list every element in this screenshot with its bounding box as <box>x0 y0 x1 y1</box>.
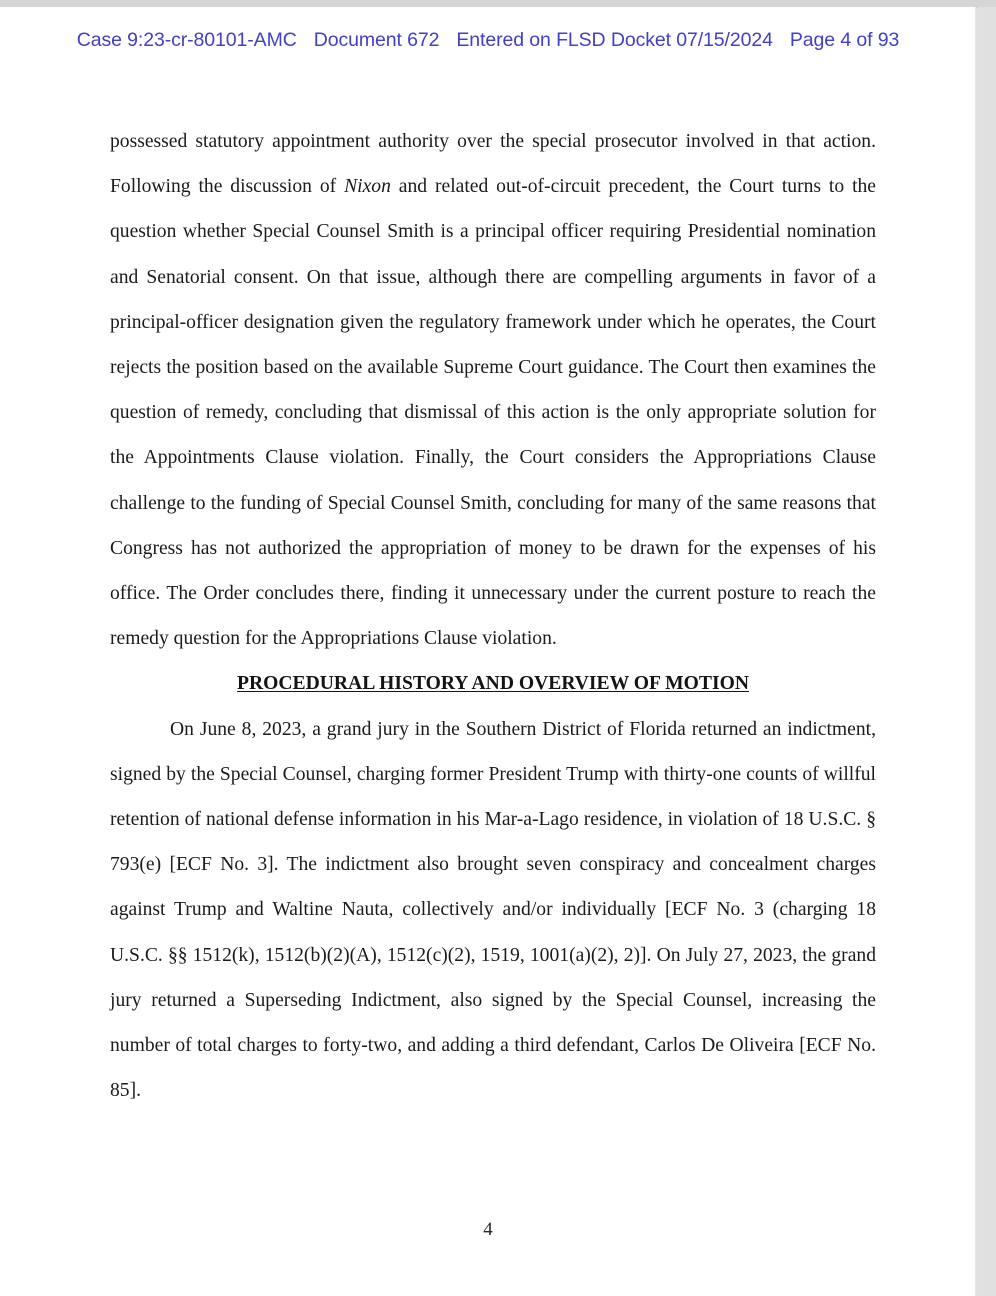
paragraph-text-before-italic: possessed statutory appointment authority over the special prosecutor involved in that action. Following the discussion of <box>110 131 876 198</box>
viewer-right-gutter <box>977 7 996 1296</box>
procedural-history-paragraph: On June 8, 2023, a grand jury in the Southern District of Florida returned an indictment, signed by the Special Counsel, charging former President Trump with thirty-one counts of willful retention of national defense information in his Mar-a-Lago residence, in violation of 18 U.S.C. § 793(e) [ECF No. 3]. The indictment also brought seven conspiracy and concealment charges against Trump and Waltine Nauta, collectively and/or individually [ECF No. 3 (charging 18 U.S.C. §§ 1512(k), 1512(b)(2)(A), 1512(c)(2), 1519, 1001(a)(2), 2)]. On July 27, 2023, the grand jury returned a Superseding Indictment, also signed by the Special Counsel, increasing the number of total charges to forty-two, and adding a third defendant, Carlos De Oliveira [ECF No. 85]. <box>110 718 876 1102</box>
section-heading-procedural-history: PROCEDURAL HISTORY AND OVERVIEW OF MOTION <box>237 673 749 695</box>
ecf-case-number: Case 9:23-cr-80101-AMC <box>76 29 297 51</box>
ecf-stamp-header <box>0 29 976 52</box>
continuation-paragraph <box>110 119 876 661</box>
page-number-footer: 4 <box>483 1219 493 1240</box>
document-page <box>0 7 976 1296</box>
case-citation-nixon: Nixon <box>344 176 391 198</box>
paragraph-text-after-italic: and related out-of-circuit precedent, the Court turns to the question whether Special Counsel Smith is a principal officer requiring Presidential nomination and Senatorial consent. On that issue, although there are compelling arguments in favor of a principal-officer designation given the regulatory framework under which he operates, the Court rejects the position based on the available Supreme Court guidance. The Court then examines the question of remedy, concluding that dismissal of this action is the only appropriate solution for the Appointments Clause violation. Finally, the Court considers the Appropriations Clause challenge to the funding of Special Counsel Smith, concluding for many of the same reasons that Congress has not authorized the appropriation of money to be drawn for the expenses of his office. The Order concludes there, finding it unnecessary under the current posture to reach the remedy question for the Appropriations Clause violation. <box>110 176 876 650</box>
ecf-page-label: Page 4 of 93 <box>789 29 900 51</box>
document-body <box>110 119 876 1113</box>
ecf-docket-entry: Entered on FLSD Docket 07/15/2024 <box>456 29 773 51</box>
ecf-document-number: Document 672 <box>313 29 440 51</box>
